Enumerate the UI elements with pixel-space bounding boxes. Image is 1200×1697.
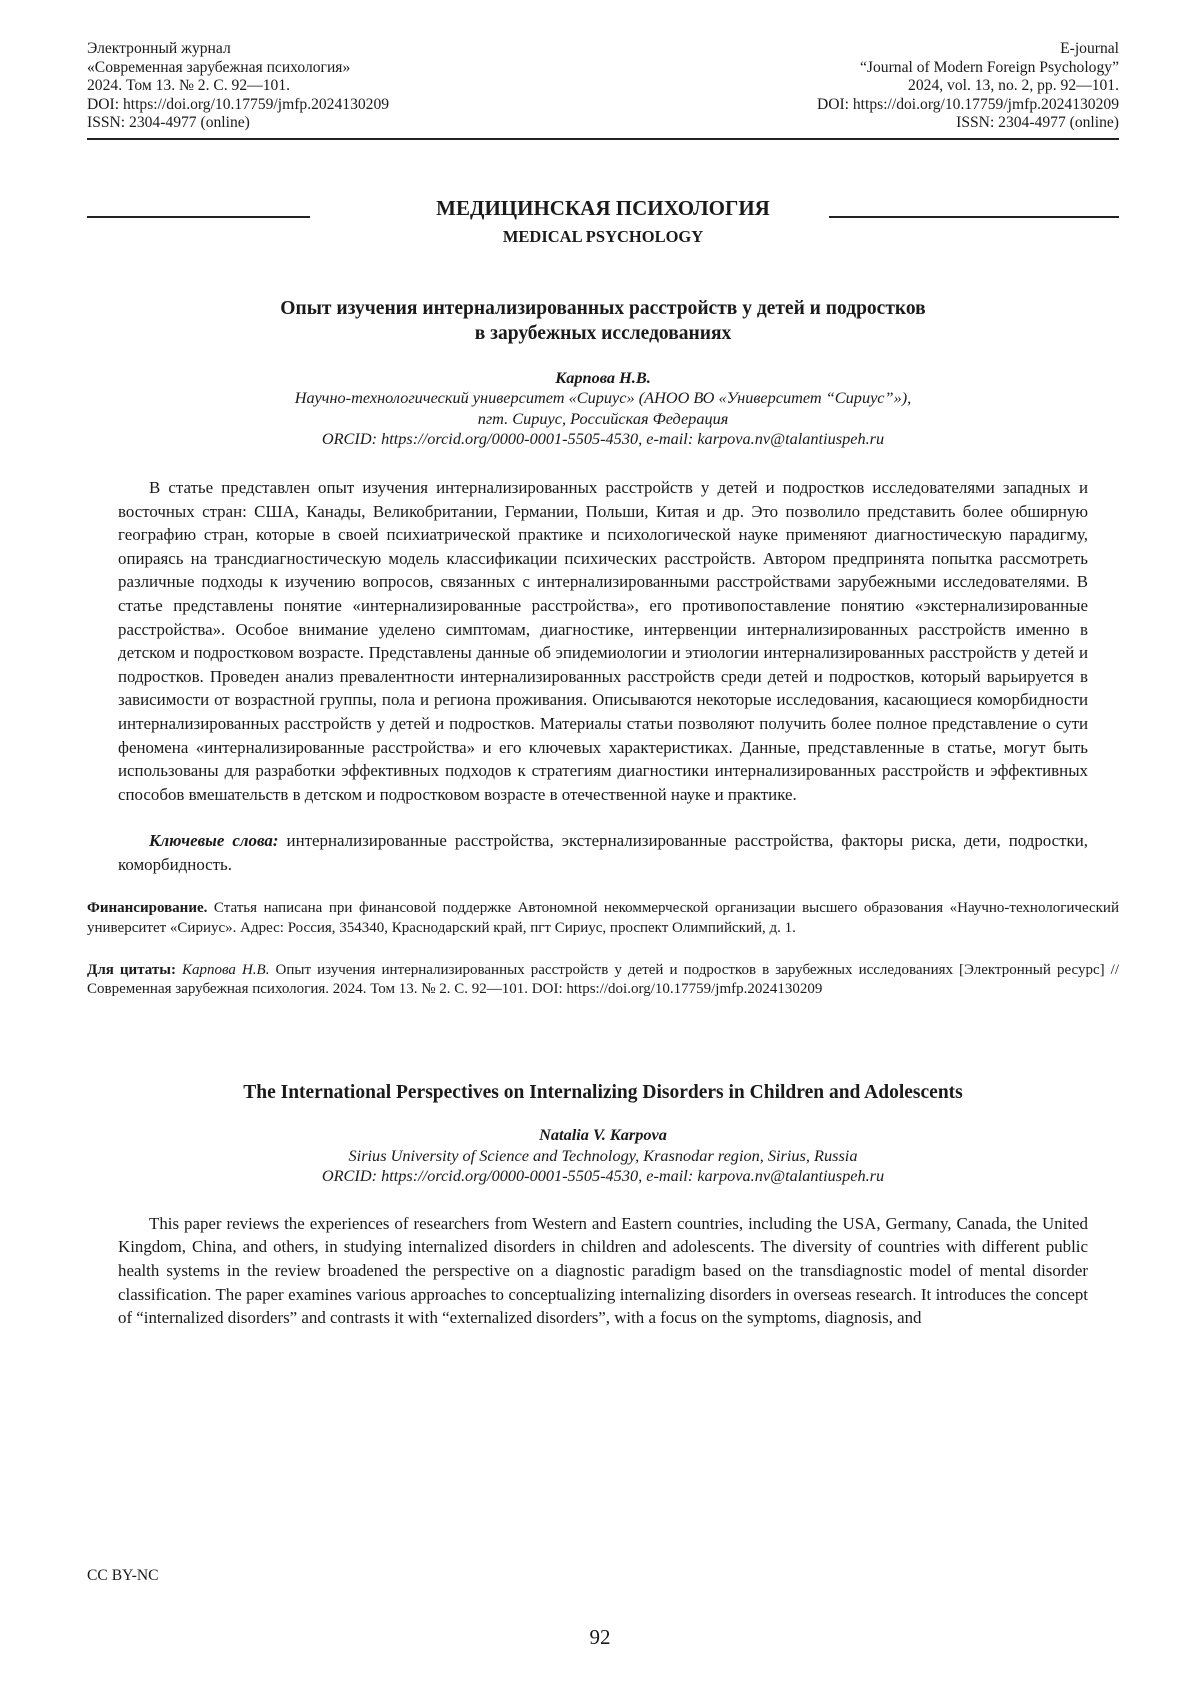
citation-author: Карпова Н.В. <box>175 961 270 978</box>
header-en <box>817 40 1119 133</box>
header-en-line: ISSN: 2304-4977 (online) <box>956 114 1119 132</box>
citation-text: Опыт изучения интернализированных расстройств у детей и подростков в зарубежных исследованиях [Электронный ресурс] // Современная зарубежная психология. 2024. Том 13. № 2. С. 92—101. DOI: https://doi.org/10.17759/jmfp.2024130209 <box>87 961 1120 998</box>
title-line: в зарубежных исследованиях <box>474 322 732 344</box>
header-ru-line: ISSN: 2304-4977 (online) <box>87 114 250 132</box>
section-title-en: MEDICAL PSYCHOLOGY <box>502 226 704 246</box>
journal-page <box>87 40 1119 1330</box>
article-title-ru <box>87 296 1119 346</box>
keywords-ru <box>118 829 1088 876</box>
header-ru-line: Электронный журнал <box>87 40 231 57</box>
affiliation-line-en: Sirius University of Science and Technology, Krasnodar region, Sirius, Russia <box>348 1145 858 1165</box>
funding-text: Статья написана при финансовой поддержке Автономной некоммерческой организации высшего образования «Научно-технологический университет «Сириус». Адрес: Россия, 354340, Краснодарский край, пгт Сириус, проспект Олимпийский, д. 1. <box>87 900 1119 936</box>
license-label: CC BY-NC <box>87 1567 159 1584</box>
header-en-line: E-journal <box>1060 40 1119 57</box>
abstract-ru: В статье представлен опыт изучения интернализированных расстройств у детей и подростков исследователями западных и восточных стран: США, Канады, Великобритании, Германии, Польши, Китая и др. Это позволило представить более обширную географию стран, которые в своей психиатрической практике и психологической науке применяют диагностическую парадигму, опираясь на трансдиагностическую модель классификации психических расстройств. Автором предпринята попытка рассмотреть различные подходы к изучению вопросов, связанных с интернализированными расстройствами зарубежными исследователями. В статье представлены понятие «интернализированные расстройства», его противопоставление понятию «экстернализированные расстройства». Особое внимание уделено симптомам, диагностике, интервенции интернализированных расстройств именно в детском и подростковом возрасте. Представлены данные об эпидемиологии и этиологии интернализированных расстройств у детей и подростков. Проведен анализ превалентности интернализированных расстройств среди детей и подростков, который варьируется в зависимости от возрастной группы, пола и региона проживания. Описываются некоторые исследования, касающиеся коморбидности интернализированных расстройств у детей и подростков. Материалы статьи позволяют получить более полное представление о сути феномена «интернализированные расстройства» и его ключевых характеристиках. Данные, представленные в статье, могут быть использованы для разработки эффективных подходов к стратегиям диагностики интернализированных расстройств и эффективных способов вмешательств в детском и подростковом возрасте в отечественной науке и практике. <box>118 477 1088 804</box>
citation-note <box>87 961 1119 999</box>
author-block-ru <box>87 368 1119 450</box>
article-title-en: The International Perspectives on Internalizing Disorders in Children and Adolescents <box>243 1082 963 1104</box>
keywords-text: интернализированные расстройства, экстернализированные расстройства, факторы риска, дети, подростки, коморбидность. <box>118 831 1088 874</box>
header-divider <box>87 138 1119 140</box>
header-en-line: “Journal of Modern Foreign Psychology” <box>860 58 1119 76</box>
header-en-line: 2024, vol. 13, no. 2, pp. 92—101. <box>908 77 1119 95</box>
funding-note <box>87 899 1119 937</box>
header-ru <box>87 40 389 133</box>
header-ru-line: 2024. Том 13. № 2. С. 92—101. <box>87 77 291 95</box>
citation-label: Для цитаты: <box>87 961 176 978</box>
orcid-line: ORCID: https://orcid.org/0000-0001-5505-4530, e-mail: karpova.nv@talantiuspeh.ru <box>321 429 885 449</box>
section-rule-right <box>829 216 1119 218</box>
journal-header <box>87 40 1119 133</box>
affiliation-line: пгт. Сириус, Российская Федерация <box>477 408 729 428</box>
header-en-line: DOI: https://doi.org/10.17759/jmfp.2024130209 <box>816 95 1119 113</box>
page-number: 92 <box>589 1625 611 1649</box>
author-block-en <box>87 1125 1119 1187</box>
author-name-en: Natalia V. Karpova <box>539 1125 667 1145</box>
orcid-line-en: ORCID: https://orcid.org/0000-0001-5505-4530, e-mail: karpova.nv@talantiuspeh.ru <box>321 1166 885 1186</box>
header-ru-line: «Современная зарубежная психология» <box>87 58 351 76</box>
funding-label: Финансирование. <box>87 900 208 917</box>
affiliation-line: Научно-технологический университет «Сириус» (АНОО ВО «Университет “Сириус”»), <box>294 388 912 408</box>
header-ru-line: DOI: https://doi.org/10.17759/jmfp.2024130209 <box>87 95 390 113</box>
title-line: Опыт изучения интернализированных расстройств у детей и подростков <box>280 297 926 319</box>
author-name: Карпова Н.В. <box>555 367 651 387</box>
keywords-label: Ключевые слова: <box>149 831 279 851</box>
abstract-en: This paper reviews the experiences of researchers from Western and Eastern countries, including the USA, Germany, Canada, the United Kingdom, China, and others, in studying internalized disorders in children and adolescents. The diversity of countries with different public health systems in the review broadened the perspective on a diagnostic paradigm based on the transdiagnostic model of mental disorder classification. The paper examines various approaches to conceptualizing internalizing disorders in overseas research. It introduces the concept of “internalized disorders” and contrasts it with “externalized disorders”, with a focus on the symptoms, diagnosis, and <box>118 1213 1088 1328</box>
section-rule-left <box>87 216 310 218</box>
section-title-ru: МЕДИЦИНСКАЯ ПСИХОЛОГИЯ <box>436 195 770 220</box>
section-heading <box>87 196 1119 254</box>
